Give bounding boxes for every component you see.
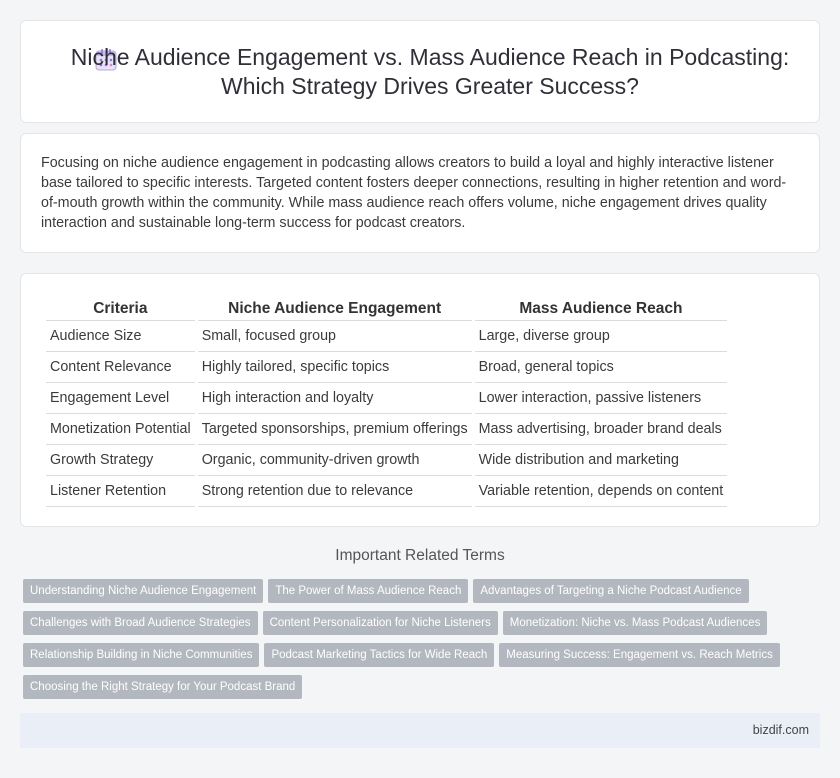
table-cell: Engagement Level	[46, 383, 195, 414]
table-row	[46, 414, 727, 445]
related-terms-list	[23, 579, 823, 707]
comparison-table	[43, 295, 730, 507]
related-terms-heading: Important Related Terms	[335, 547, 505, 564]
related-term-tag[interactable]: Understanding Niche Audience Engagement	[23, 579, 263, 603]
related-term-tag[interactable]: Podcast Marketing Tactics for Wide Reach	[264, 643, 494, 667]
related-term-tag[interactable]: Choosing the Right Strategy for Your Podcast Brand	[23, 675, 302, 699]
table-row	[46, 321, 727, 352]
comparison-card	[20, 273, 820, 527]
site-name[interactable]: bizdif.com	[752, 723, 809, 737]
table-cell: Monetization Potential	[46, 414, 195, 445]
table-cell: Organic, community-driven growth	[198, 445, 472, 476]
table-row	[46, 383, 727, 414]
related-term-tag[interactable]: Challenges with Broad Audience Strategies	[23, 611, 258, 635]
table-cell: Lower interaction, passive listeners	[475, 383, 728, 414]
header-mass: Mass Audience Reach	[475, 295, 728, 321]
related-term-tag[interactable]: Content Personalization for Niche Listeners	[263, 611, 498, 635]
header-niche: Niche Audience Engagement	[198, 295, 472, 321]
header-criteria: Criteria	[46, 295, 195, 321]
table-row	[46, 476, 727, 507]
page-title: Niche Audience Engagement vs. Mass Audience Reach in Podcasting: Which Strategy Drives Greater Success?	[70, 44, 790, 99]
table-cell: Large, diverse group	[475, 321, 728, 352]
related-term-tag[interactable]: Advantages of Targeting a Niche Podcast Audience	[473, 579, 748, 603]
table-row	[46, 352, 727, 383]
table-cell: Strong retention due to relevance	[198, 476, 472, 507]
intro-card	[20, 133, 820, 253]
table-cell: Broad, general topics	[475, 352, 728, 383]
related-term-tag[interactable]: Monetization: Niche vs. Mass Podcast Audiences	[503, 611, 768, 635]
related-term-tag[interactable]: Relationship Building in Niche Communities	[23, 643, 259, 667]
title-card	[20, 20, 820, 123]
table-cell: High interaction and loyalty	[198, 383, 472, 414]
table-cell: Listener Retention	[46, 476, 195, 507]
table-row	[46, 445, 727, 476]
related-term-tag[interactable]: The Power of Mass Audience Reach	[268, 579, 468, 603]
footer-bar	[20, 713, 820, 748]
table-cell: Mass advertising, broader brand deals	[475, 414, 728, 445]
table-header-row	[46, 295, 727, 321]
table-cell: Audience Size	[46, 321, 195, 352]
table-cell: Highly tailored, specific topics	[198, 352, 472, 383]
table-cell: Small, focused group	[198, 321, 472, 352]
table-cell: Wide distribution and marketing	[475, 445, 728, 476]
table-cell: Content Relevance	[46, 352, 195, 383]
table-cell: Variable retention, depends on content	[475, 476, 728, 507]
table-cell: Targeted sponsorships, premium offerings	[198, 414, 472, 445]
table-cell: Growth Strategy	[46, 445, 195, 476]
related-term-tag[interactable]: Measuring Success: Engagement vs. Reach Metrics	[499, 643, 780, 667]
intro-paragraph: Focusing on niche audience engagement in podcasting allows creators to build a loyal and highly interactive listener base tailored to specific interests. Targeted content fosters deeper connections, resulting in higher retention and word-of-mouth growth within the community. While mass audience reach offers volume, niche engagement drives quality interaction and sustainable long-term success for podcast creators.	[41, 155, 787, 231]
